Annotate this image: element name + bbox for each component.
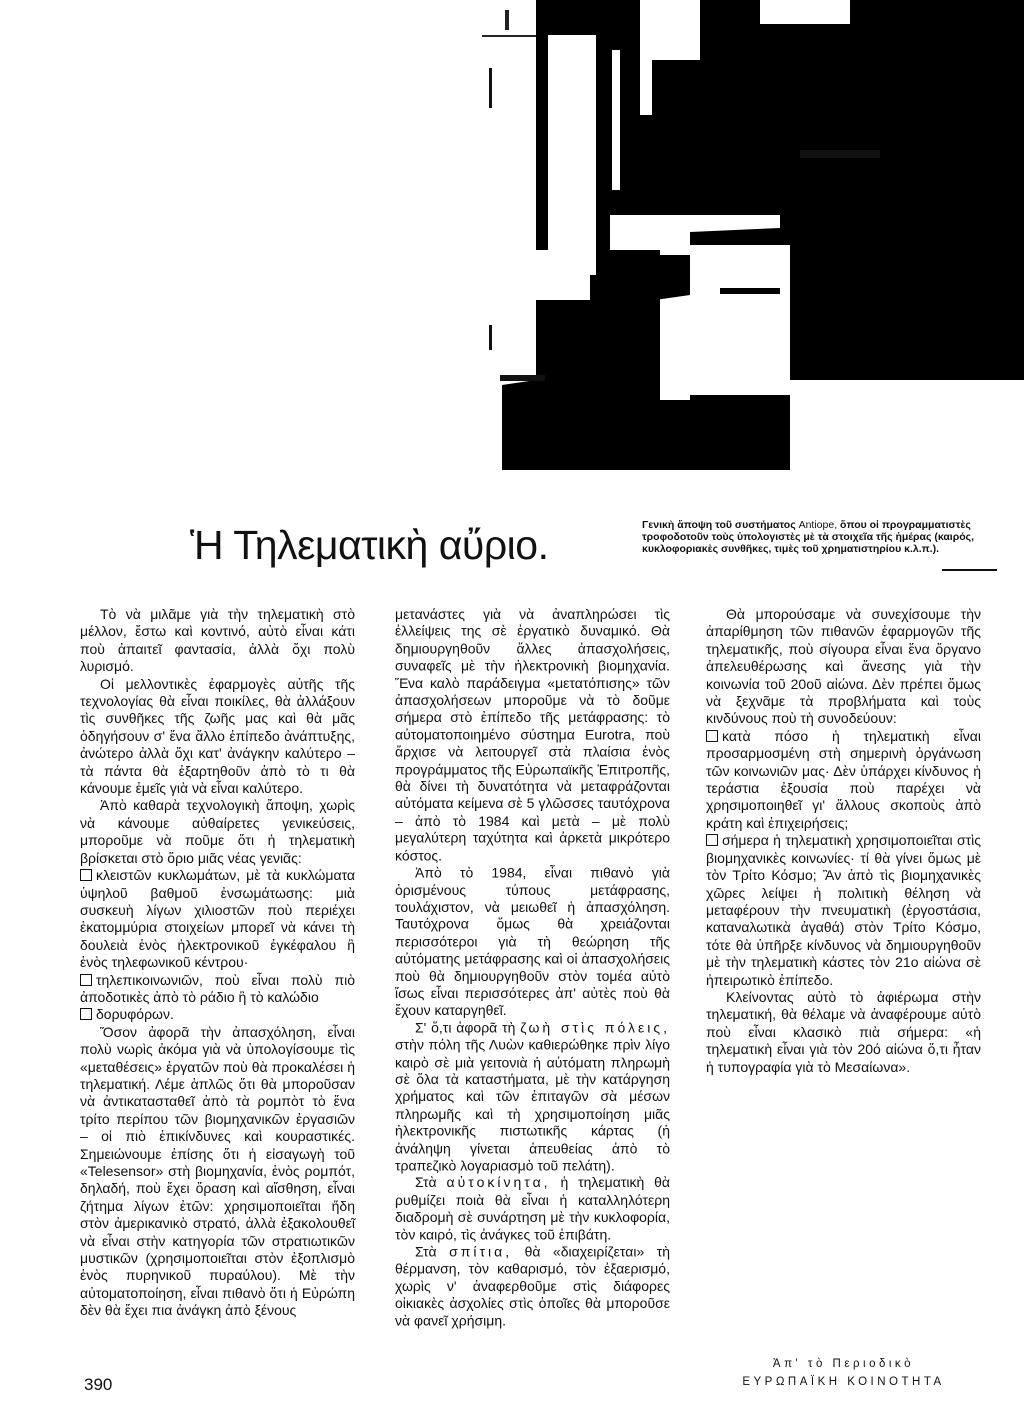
spaced-emphasis: ζωὴ στὶς πόλεις, [520, 1019, 670, 1036]
source-credit [706, 1355, 981, 1391]
article-title: Ἡ Τηλεματικὴ αὔριο. [190, 522, 549, 568]
paragraph: μετανάστες γιὰ νὰ ἀναπληρώσει τὶς ἐλλείψεις της σὲ ἐργατικὸ δυναμικό. Θὰ δημιουργηθοῦν ἄλλες ἀπασχολήσεις, συναφεῖς μὲ τὴν ἠλεκτρονικὴ βιομηχανία. Ἕνα καλὸ παράδειγμα «μετατόπισης» τῶν ἀπασχολήσεων μποροῦμε νὰ τὸ δοῦμε σήμερα στὸ ἐπίπεδο τῆς μετάφρασης: τὸ αὐτοματοποιημένο σύστημα Eurotra, ποὺ ἄρχισε νὰ λειτουργεῖ στὰ πλαίσια ἑνὸς προγράμματος τῆς Εὐρωπαϊκῆς Ἐπιτροπῆς, θὰ δίνει τὴ δυνατότητα νὰ μεταφράζονται αὐτόματα κείμενα σὲ 5 γλῶσσες ταυτόχρονα – ἀπὸ τὸ 1984 καὶ μετὰ – μὲ πολὺ μεγαλύτερη ταχύτητα καὶ ἀρκετὰ μικρότερο κόστος. [395, 606, 670, 864]
paragraph-lead: Στὰ [415, 1243, 437, 1260]
paragraph [395, 1244, 670, 1330]
paragraph [395, 1020, 670, 1175]
checkbox-square-icon [80, 974, 92, 986]
source-line-2: ΕΥΡΩΠΑΪΚΗ ΚΟΙΝΟΤΗΤΑ [742, 1376, 945, 1388]
paragraph-lead: Στὰ [415, 1174, 437, 1191]
caption-lead: Γενικὴ ἄποψη τοῦ συστήματος [642, 519, 796, 531]
paragraph [395, 1175, 670, 1244]
caption-rule [942, 569, 997, 571]
paragraph-text: ἡ τηλεματικὴ θὰ ρυθμίζει ποιὰ θὰ εἶναι ἡ καταλληλότερη διαδρομὴ σὲ συνάρτηση μὲ τὴν κυκλοφορία, τὸν καιρό, τὶς ἀνάγκες τοῦ ἐπιβάτη. [395, 1174, 671, 1243]
source-line-1: Ἀπ' τὸ Περιοδικὸ [772, 1358, 915, 1370]
paragraph: Ἀπὸ καθαρὰ τεχνολογικὴ ἄποψη, χωρὶς νὰ κάνουμε αὐθαίρετες γενικεύσεις, μποροῦμε νὰ ποῦμε ὅτι ἡ τηλεματικὴ βρίσκεται στὸ ὅριο μιᾶς νέας γενιᾶς: [80, 797, 355, 866]
paragraph-text: στὴν πόλη τῆς Λυὼν καθιερώθηκε πρὶν λίγο καιρὸ σὲ μιὰ γειτονιὰ ἡ αὐτόματη πληρωμὴ σὲ ὅλα τὰ καταστήματα, μὲ τὴν κατάργηση χρήματος καὶ τῶν ἐπιταγῶν σὰ μέσων πληρωμῆς καὶ τὴ χρησιμοποίηση μιᾶς ἠλεκτρονικῆς πιστωτικῆς κάρτας (ἡ ἀνάληψη γίνεται ἀπευθείας ἀπὸ τὸ τραπεζικὸ λογαριασμὸ τοῦ πελάτη). [395, 1036, 670, 1174]
checkbox-square-icon [706, 834, 718, 846]
paragraph: Ὅσον ἀφορᾶ τὴν ἀπασχόληση, εἶναι πολὺ νωρὶς ἀκόμα γιὰ νὰ ὑπολογίσουμε τὶς «μεταθέσεις» ἐργατῶν ποὺ θὰ προκαλέσει ἡ τηλεματική. Λέμε ἁπλῶς ὅτι θὰ μποροῦσαν νὰ ἀντικατασταθεῖ ἀπὸ τὰ ρομπὸτ τὸ ἕνα τρίτο περίπου τῶν βιομηχανικῶν ἐργασιῶν – οἱ πιὸ ἐπικίνδυνες καὶ κουραστικές. Σημειώνουμε ἐπίσης ὅτι ἡ εἰσαγωγὴ τοῦ «Telesensor» στὴ βιομηχανία, ἑνὸς ρομπότ, δηλαδή, ποὺ ἔχει ὅραση καὶ αἴσθηση, εἶναι ζήτημα λίγων ἐτῶν: χρησιμοποιεῖται ἤδη στὸν ἀμερικανικὸ στρατό, ἀλλὰ ἐξακολουθεῖ νὰ εἶναι στὴν κατηγορία τῶν στρατιωτικῶν μυστικῶν (χρησιμοποιεῖται στὸν ἐξοπλισμὸ ἑνὸς πυρηνικοῦ πυραύλου). Μὲ τὴν αὐτοματοποίηση, εἶναι πιθανὸ ὅτι ἡ Εὐρώπη δὲν θὰ ἔχει πια ἀνάγκη ἀπὸ ξένους [80, 1023, 355, 1319]
spaced-emphasis: σπίτια, [449, 1243, 513, 1260]
system-illustration [0, 0, 1024, 470]
caption-text: ὅπου οἱ προγραμματιστὲς τροφοδοτοῦν τοὺς ὑπολογιστὲς μὲ τὰ στοιχεῖα τῆς ἡμέρας (καιρός, κυκλοφοριακὲς συνθῆκες, τιμὲς τοῦ χρηματιστηρίου κ.λ.π.). [642, 519, 975, 555]
checkbox-square-icon [80, 1008, 92, 1020]
paragraph: Τὸ νὰ μιλᾶμε γιὰ τὴν τηλεματικὴ στὸ μέλλον, ἔστω καὶ κοντινό, αὐτὸ εἶναι κάτι ποὺ ἀπαιτεῖ φαντασία, ἀλλὰ ὄχι πολὺ λυρισμό. [80, 606, 355, 675]
paragraph: Θὰ μπορούσαμε νὰ συνεχίσουμε τὴν ἀπαρίθμηση τῶν πιθανῶν ἐφαρμογῶν τῆς τηλεματικῆς, ποὺ σίγουρα εἶναι ἕνα ὄργανο ἀπελευθέρωσης καὶ ἄνεσης γιὰ τὴν κοινωνία τοῦ 20οῦ αἰώνα. Δὲν πρέπει ὅμως νὰ ξεχνᾶμε τὰ προβλήματα καὶ τοὺς κινδύνους ποὺ τὴ συνοδεύουν: [706, 606, 981, 727]
paragraph: Κλείνοντας αὐτὸ τὸ ἀφιέρωμα στὴν τηλεματική, θὰ θέλαμε νὰ ἀναφέρουμε αὐτὸ ποὺ εἶναι κλασικὸ πιὰ σήμερα: «ἡ τηλεματικὴ εἶναι γιὰ τὸν 20ό αἰώνα ὅ,τι ἦταν ἡ τυπογραφία γιὰ τὸ Μεσαίωνα». [706, 988, 981, 1075]
spaced-emphasis: αὐτοκίνητα, [446, 1174, 551, 1191]
bullet-text: δορυφόρων. [96, 1006, 174, 1023]
bullet-text: κατὰ πόσο ἡ τηλεματικὴ εἶναι προσαρμοσμένη στὴ σημερινὴ ὀργάνωση τῶν κοινωνιῶν μας· Δὲν ὑπάρχει κίνδυνος ἡ τεράστια ἐξουσία ποὺ παρέχει νὰ χρησιμοποιηθεῖ γι' ἄλλους σκοποὺς ἀπὸ κράτη καὶ ἐπιχειρήσεις; [706, 727, 981, 831]
column-2 [395, 606, 670, 1330]
bullet-item [706, 832, 981, 989]
checkbox-square-icon [706, 730, 718, 742]
column-3 [706, 606, 981, 1076]
column-1 [80, 606, 355, 1320]
bullet-item [706, 728, 981, 832]
paragraph: Οἱ μελλοντικὲς ἐφαρμογὲς αὐτῆς τῆς τεχνολογίας θὰ εἶναι ποικίλες, θὰ ἀλλάξουν τὶς συνθῆκες τῆς ζωῆς μας καὶ θὰ μᾶς ὁδηγήσουν σ' ἕνα ἄλλο ἐπίπεδο ἀνάπτυξης, ἀνώτερο ἀλλὰ ὄχι κατ' ἀνάγκην καλύτερο – τὰ πάντα θὰ ἐξαρτηθοῦν ἀπὸ τὸ τι θὰ κάνουμε ἐμεῖς γιὰ νὰ εἶναι καλύτερο. [80, 675, 355, 797]
bullet-item [80, 1006, 355, 1023]
paragraph-lead: Σ' ὅ,τι ἀφορᾶ τὴ [415, 1019, 516, 1036]
bullet-text: σήμερα ἡ τηλεματικὴ χρησιμοποιεῖται στὶς βιομηχανικὲς κοινωνίες· τί θὰ γίνει ὅμως μὲ τὸν Τρίτο Κόσμο; Ἂν ἀπὸ τὶς βιομηχανικὲς χῶρες λείψει ἡ πολιτικὴ θέληση νὰ μεταφέρουν τὴν πνευματικὴ (ἐργοστάσια, καταναλωτικὰ ἀγαθά) στὸν Τρίτο Κόσμο, τότε θὰ ὑπῆρξε κίνδυνος νὰ δημιουργηθοῦν μὲ τὴν τηλεματικὴ κάστες τὸν 21ο αἰώνα σὲ ἠπειρωτικὸ ἐπίπεδο. [706, 832, 981, 988]
checkbox-square-icon [80, 869, 92, 881]
paragraph: Ἀπὸ τὸ 1984, εἶναι πιθανὸ γιὰ ὁρισμένους τύπους μετάφρασης, τουλάχιστον, νὰ μειωθεῖ ἡ ἀπασχόληση. Ταυτόχρονα ὅμως θὰ χρειάζονται περισσότεροι γιὰ τὴ θεώρηση τῆς αὐτόματης μετάφρασης καὶ οἱ ἀπασχολήσεις ποὺ θὰ δημιουργηθοῦν στὸν τομέα αὐτὸ ἴσως εἶναι περισσότερες ἀπ' αὐτὲς ποὺ θὰ ἔχουν καταργηθεῖ. [395, 864, 670, 1019]
page-number: 390 [84, 1375, 113, 1394]
bullet-item [80, 972, 355, 1007]
figure-caption [642, 519, 992, 555]
bullet-item [80, 867, 355, 971]
bullet-text: κλειστῶν κυκλωμάτων, μὲ τὰ κυκλώματα ὑψηλοῦ βαθμοῦ ἐνσωμάτωσης: μιὰ συσκευὴ λίγων χιλιοστῶν ποὺ περιέχει ἑκατομμύρια στοιχείων μπορεῖ νὰ κάνει τὴ δουλειὰ ἑνὸς ἠλεκτρονικοῦ ἐγκέφαλου ἢ ἑνὸς τηλεφωνικοῦ κέντρου· [80, 867, 355, 971]
caption-system-name: Antiope, [798, 519, 838, 531]
bullet-text: τηλεπικοινωνιῶν, ποὺ εἶναι πολὺ πιὸ ἀποδοτικὲς ἀπὸ τὸ ράδιο ἢ τὸ καλώδιο [80, 971, 355, 1005]
paragraph-text: θὰ «διαχειρίζεται» τὴ θέρμανση, τὸν καθαρισμό, τὸν ἐξαερισμό, χωρὶς ν' ἀναφερθοῦμε στὶς διάφορες οἰκιακὲς ἀσχολίες στὶς ὁποῖες θὰ μποροῦσε νὰ φανεῖ χρήσιμη. [395, 1243, 671, 1329]
